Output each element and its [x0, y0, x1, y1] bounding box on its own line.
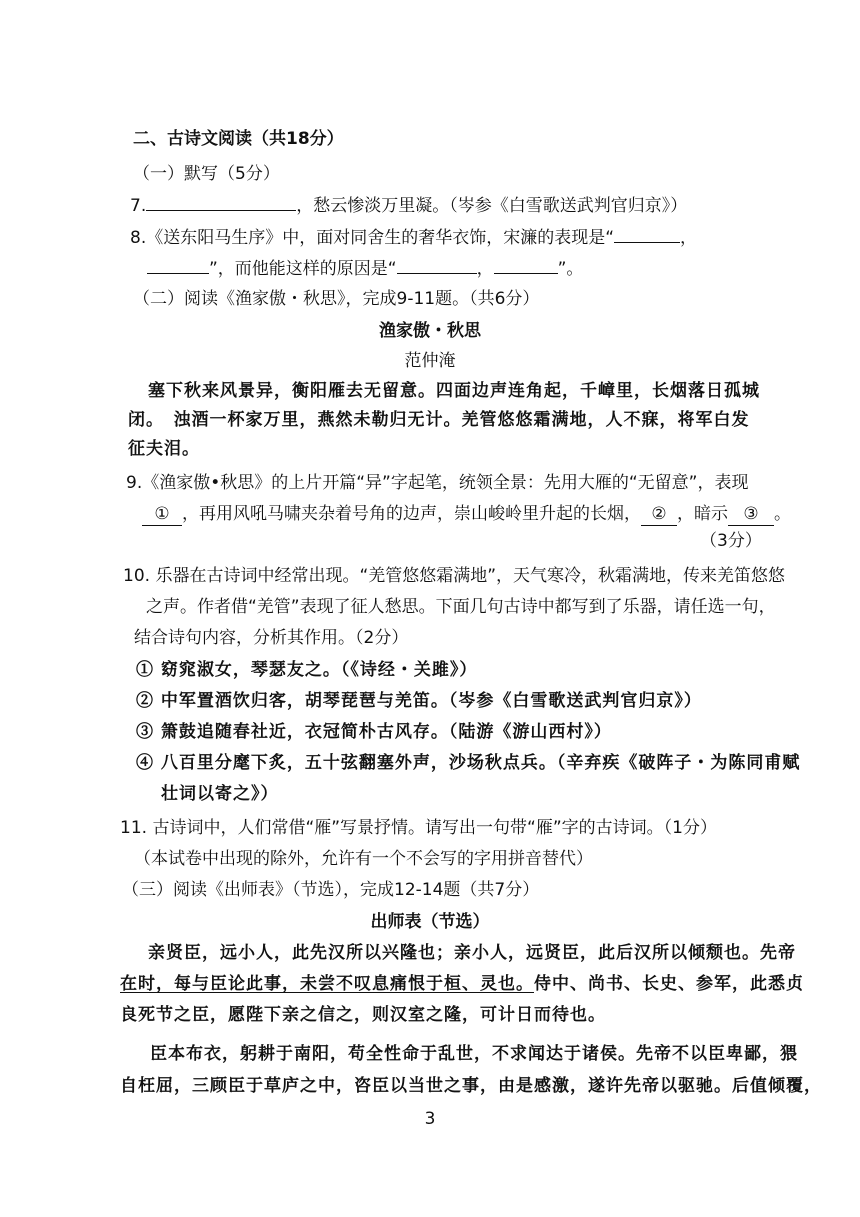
poem-author: 范仲淹	[404, 351, 456, 371]
question-9-line2	[142, 503, 791, 526]
q8-blank-3[interactable]	[397, 257, 477, 274]
q10-option-2: ② 中军置酒饮归客，胡琴琵琶与羌笛。（岑参《白雪歌送武判官归京》）	[136, 691, 702, 711]
passage-p2-line1: 臣本布衣，躬耕于南阳，苟全性命于乱世，不求闻达于诸侯。先帝不以臣卑鄙，猥	[150, 1044, 798, 1064]
page-number: 3	[424, 1109, 436, 1129]
q9-blank-2[interactable]: ②	[641, 503, 677, 526]
passage-p2-line2: 自枉屈，三顾臣于草庐之中，咨臣以当世之事，由是感激，遂许先帝以驱驰。后值倾覆，	[120, 1076, 822, 1096]
passage-p1-line2-rest: 侍中、尚书、长史、参军，此悉贞	[534, 974, 804, 994]
question-11-line2: （本试卷中出现的除外，允许有一个不会写的字用拼音替代）	[134, 849, 593, 869]
passage-p1-line2	[120, 973, 804, 995]
q7-number: 7.	[130, 196, 147, 216]
q7-text: ，愁云惨淡万里凝。（岑参《白雪歌送武判官归京》）	[296, 196, 688, 216]
question-8-line1	[130, 226, 697, 249]
question-11-line1: 11. 古诗词中，人们常借“雁”写景抒情。请写出一句带“雁”字的古诗词。（1分）	[120, 818, 717, 838]
poem-title: 渔家傲・秋思	[379, 321, 481, 341]
passage-title: 出师表（节选）	[370, 912, 490, 932]
poem-line-3: 征夫泪。	[128, 439, 200, 459]
part2-heading: （二）阅读《渔家傲・秋思》，完成9-11题。（共6分）	[133, 289, 540, 309]
q10-option-4-cont: 壮词以寄之》）	[161, 784, 279, 804]
q10-option-3: ③ 箫鼓追随春社近，衣冠简朴古风存。（陆游《游山西村》）	[136, 722, 612, 742]
poem-line-1: 塞下秋来风景异，衡阳雁去无留意。四面边声连角起，千嶂里，长烟落日孤城	[148, 381, 760, 401]
q9-text-mid2: ，暗示	[677, 504, 728, 524]
question-10-line1: 10. 乐器在古诗词中经常出现。“羌管悠悠霜满地”，天气寒冷，秋霜满地，传来羌笛悠悠	[123, 566, 786, 586]
q8-comma: ，	[680, 228, 698, 248]
q10-option-4: ④ 八百里分麾下炙，五十弦翻塞外声，沙场秋点兵。（辛弃疾《破阵子・为陈同甫赋	[136, 753, 801, 773]
part1-heading: （一）默写（5分）	[133, 164, 280, 184]
question-10-line3: 结合诗句内容，分析其作用。（2分）	[134, 628, 409, 648]
q8-reason-text: ”，而他能这样的原因是“	[209, 259, 397, 279]
question-8-line2	[147, 257, 583, 280]
underlined-sentence: 在时，每与臣论此事，未尝不叹息痛恨于桓、灵也。	[120, 974, 534, 994]
q9-score: （3分）	[700, 531, 762, 551]
q7-answer-blank[interactable]	[146, 194, 296, 211]
q8-blank-1[interactable]	[614, 226, 680, 243]
q8-blank-4[interactable]	[494, 257, 558, 274]
question-9-line1: 9.《渔家傲•秋思》的上片开篇“异”字起笔，统领全景：先用大雁的“无留意”，表现	[126, 473, 749, 493]
q10-option-1: ① 窈窕淑女，琴瑟友之。（《诗经・关雎》）	[136, 660, 478, 680]
question-7	[130, 194, 687, 217]
q9-text-mid: ，再用风吼马啸夹杂着号角的边声，崇山峻岭里升起的长烟，	[182, 504, 641, 524]
q8-prompt: 8.《送东阳马生序》中，面对同舍生的奢华衣饰，宋濂的表现是“	[130, 228, 615, 248]
part3-heading: （三）阅读《出师表》（节选），完成12-14题（共7分）	[122, 880, 540, 900]
q9-end: 。	[774, 504, 791, 524]
q8-comma-2: ，	[476, 259, 494, 279]
passage-p1-line3: 良死节之臣，愿陛下亲之信之，则汉室之隆，可计日而待也。	[120, 1005, 606, 1025]
section-heading: 二、古诗文阅读（共18分）	[133, 129, 344, 149]
q8-blank-2[interactable]	[147, 257, 209, 274]
q9-blank-3[interactable]: ③	[728, 503, 774, 526]
q9-blank-1[interactable]: ①	[142, 503, 182, 526]
poem-line-2: 闭。 浊酒一杯家万里，燕然未勒归无计。羌管悠悠霜满地，人不寐，将军白发	[128, 410, 750, 430]
question-10-line2: 之声。作者借“羌管”表现了征人愁思。下面几句古诗中都写到了乐器，请任选一句，	[146, 597, 776, 617]
q8-end: ”。	[557, 259, 584, 279]
passage-p1-line1: 亲贤臣，远小人，此先汉所以兴隆也；亲小人，远贤臣，此后汉所以倾颓也。先帝	[148, 943, 796, 963]
